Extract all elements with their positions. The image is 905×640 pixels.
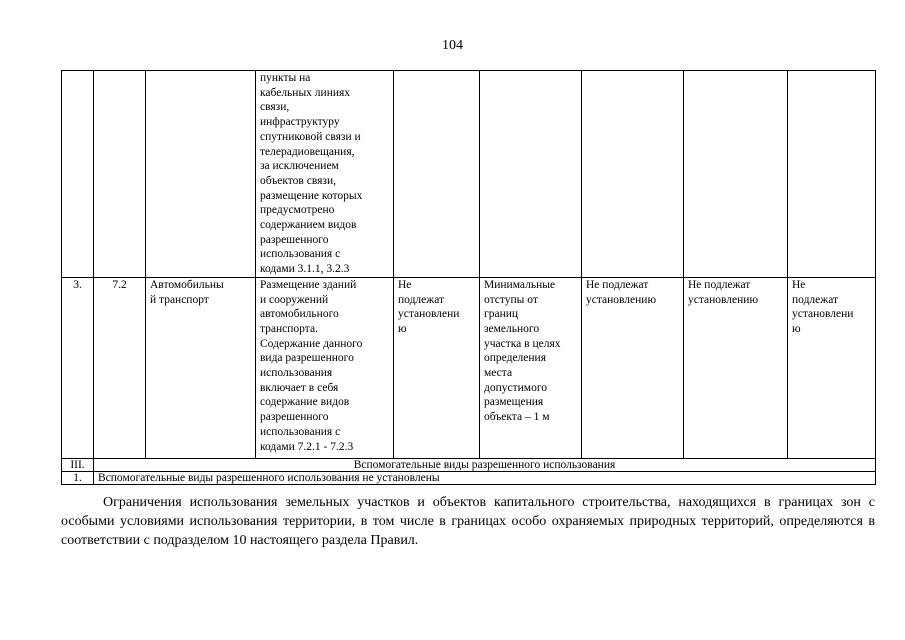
cell-section-title: Вспомогательные виды разрешенного использования — [94, 458, 876, 471]
cell-param3 — [582, 71, 684, 278]
cell-section-num: III. — [62, 458, 94, 471]
cell-description: пункты на кабельных линиях связи, инфраструктуру спутниковой связи и телерадиовещания, за исключением объектов связи, размещение которых предусмотрено содержанием видов разрешенного использования с кодами 3.1.1, 3.2.3 — [256, 71, 394, 278]
cell-param2: Минимальные отступы от границ земельного участка в целях определения места допустимого размещения объекта – 1 м — [480, 277, 582, 458]
restrictions-paragraph: Ограничения использования земельных участков и объектов капитального строительства, находящихся в границах зон с особыми условиями использования территории, в том числе в границах особо охраняемых природных территорий, определяются в соответствии с подразделом 10 настоящего раздела Правил. — [61, 495, 875, 548]
page-number: 104 — [442, 38, 463, 53]
cell-param1 — [394, 71, 480, 278]
cell-name: Автомобильны й транспорт — [146, 277, 256, 458]
cell-param1: Не подлежат установлени ю — [394, 277, 480, 458]
cell-text: Вспомогательные виды разрешенного использования не установлены — [94, 471, 876, 484]
cell-code: 7.2 — [94, 277, 146, 458]
cell-description: Размещение зданий и сооружений автомобильного транспорта. Содержание данного вида разрешенного использования включает в себя содержание видов разрешенного использования с кодами 7.2.1 - 7.2.3 — [256, 277, 394, 458]
cell-num: 1. — [62, 471, 94, 484]
cell-num: 3. — [62, 277, 94, 458]
permitted-use-table — [61, 70, 876, 485]
table-row-3 — [62, 277, 876, 458]
table-row-section-3 — [62, 458, 876, 471]
cell-param5: Не подлежат установлени ю — [788, 277, 876, 458]
cell-code — [94, 71, 146, 278]
table-row-1 — [62, 471, 876, 484]
cell-param2 — [480, 71, 582, 278]
cell-num — [62, 71, 94, 278]
cell-param3: Не подлежат установлению — [582, 277, 684, 458]
cell-name — [146, 71, 256, 278]
table-row-continuation — [62, 71, 876, 278]
cell-param5 — [788, 71, 876, 278]
cell-param4: Не подлежат установлению — [684, 277, 788, 458]
cell-param4 — [684, 71, 788, 278]
